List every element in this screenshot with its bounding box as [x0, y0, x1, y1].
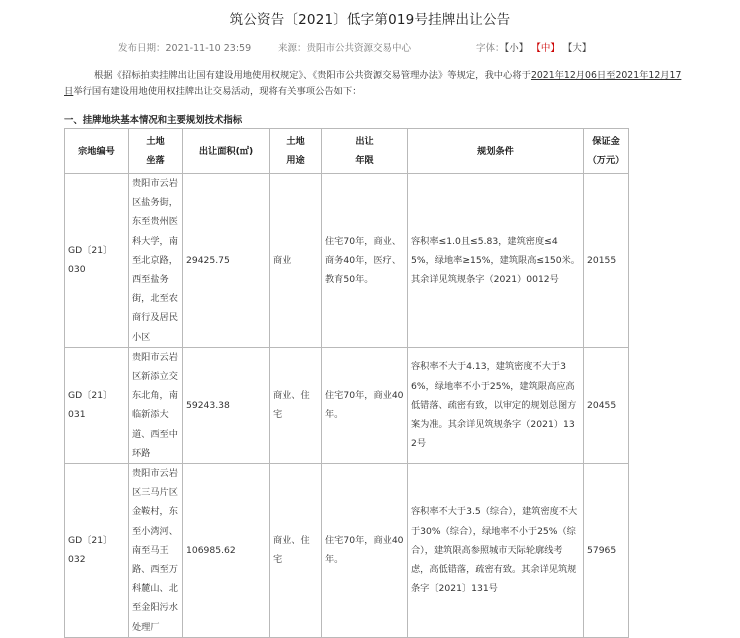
cell-term: 住宅70年，商业、商务40年，医疗、教育50年。 [322, 174, 408, 348]
font-medium-link[interactable]: 【中】 [531, 43, 560, 54]
cell-parcel-id: GD〔21〕032 [65, 464, 129, 638]
intro-text-1: 根据《招标拍卖挂牌出让国有建设用地使用权规定》、《贵阳市公共资源交易管理办法》等规定，我中心将于 [94, 70, 531, 81]
cell-planning: 容积率不大于4.13，建筑密度不大于36%，绿地率不小于25%，建筑限高应高低错落、疏密有致，以审定的规划总图方案为准。其余详见筑规条字（2021）132号 [408, 347, 584, 463]
cell-land-use: 商业 [270, 174, 322, 348]
table-header-row [65, 129, 629, 174]
cell-planning: 容积率不大于3.5（综合），建筑密度不大于30%（综合），绿地率不小于25%（综合），建筑限高参照城市天际轮廓线考虑，高低错落，疏密有致。其余详见筑规条字〔2021〕131号 [408, 464, 584, 638]
parcel-table [64, 128, 629, 638]
table-row [65, 464, 629, 638]
intro-paragraph [64, 68, 684, 100]
section-heading: 一、挂牌地块基本情况和主要规划技术指标 [64, 115, 243, 126]
header-deposit: 保证金 （万元） [584, 129, 629, 174]
publish-date: 发布日期：2021-11-10 23:59 [118, 43, 252, 54]
font-small-link[interactable]: 【小】 [504, 43, 529, 54]
cell-planning: 容积率≤1.0且≤5.83，建筑密度≤45%，绿地率≥15%，建筑限高≤150米。其余详见筑规条字（2021）0012号 [408, 174, 584, 348]
cell-land-use: 商业、住宅 [270, 347, 322, 463]
table-row [65, 347, 629, 463]
page-title: 筑公资告〔2021〕低字第019号挂牌出让公告 [229, 12, 511, 28]
header-term: 出让 年限 [322, 129, 408, 174]
cell-deposit: 20455 [584, 347, 629, 463]
header-land-use: 土地 用途 [270, 129, 322, 174]
cell-parcel-id: GD〔21〕031 [65, 347, 129, 463]
source-label: 来源：贵阳市公共资源交易中心 [278, 43, 412, 54]
intro-date-span: 2021年12月06日至2021年12月17日 [64, 70, 682, 97]
cell-location: 贵阳市云岩区新添立交东北角，南临新添大道、西至中环路 [129, 347, 183, 463]
font-size-switcher [476, 40, 591, 54]
cell-area: 29425.75 [183, 174, 270, 348]
cell-area: 59243.38 [183, 347, 270, 463]
cell-land-use: 商业、住宅 [270, 464, 322, 638]
cell-term: 住宅70年，商业40年。 [322, 347, 408, 463]
cell-term: 住宅70年，商业40年。 [322, 464, 408, 638]
header-area: 出让面积(㎡) [183, 129, 270, 174]
cell-deposit: 20155 [584, 174, 629, 348]
cell-parcel-id: GD〔21〕030 [65, 174, 129, 348]
font-large-link[interactable]: 【大】 [562, 43, 592, 54]
cell-deposit: 57965 [584, 464, 629, 638]
table-row [65, 174, 629, 348]
cell-location: 贵阳市云岩区三马片区金鞍村，东至小湾河、南至马王路、西至万科麓山、北至金阳污水处理厂 [129, 464, 183, 638]
font-size-label: 字体： [476, 43, 505, 54]
cell-area: 106985.62 [183, 464, 270, 638]
intro-text-2: 举行国有建设用地使用权挂牌出让交易活动，现将有关事项公告如下： [73, 86, 362, 97]
header-location: 土地 坐落 [129, 129, 183, 174]
cell-location: 贵阳市云岩区盐务街，东至贵州医科大学，南至北京路，西至盐务街，北至农商行及居民小区 [129, 174, 183, 348]
header-planning: 规划条件 [408, 129, 584, 174]
header-parcel-id: 宗地编号 [65, 129, 129, 174]
